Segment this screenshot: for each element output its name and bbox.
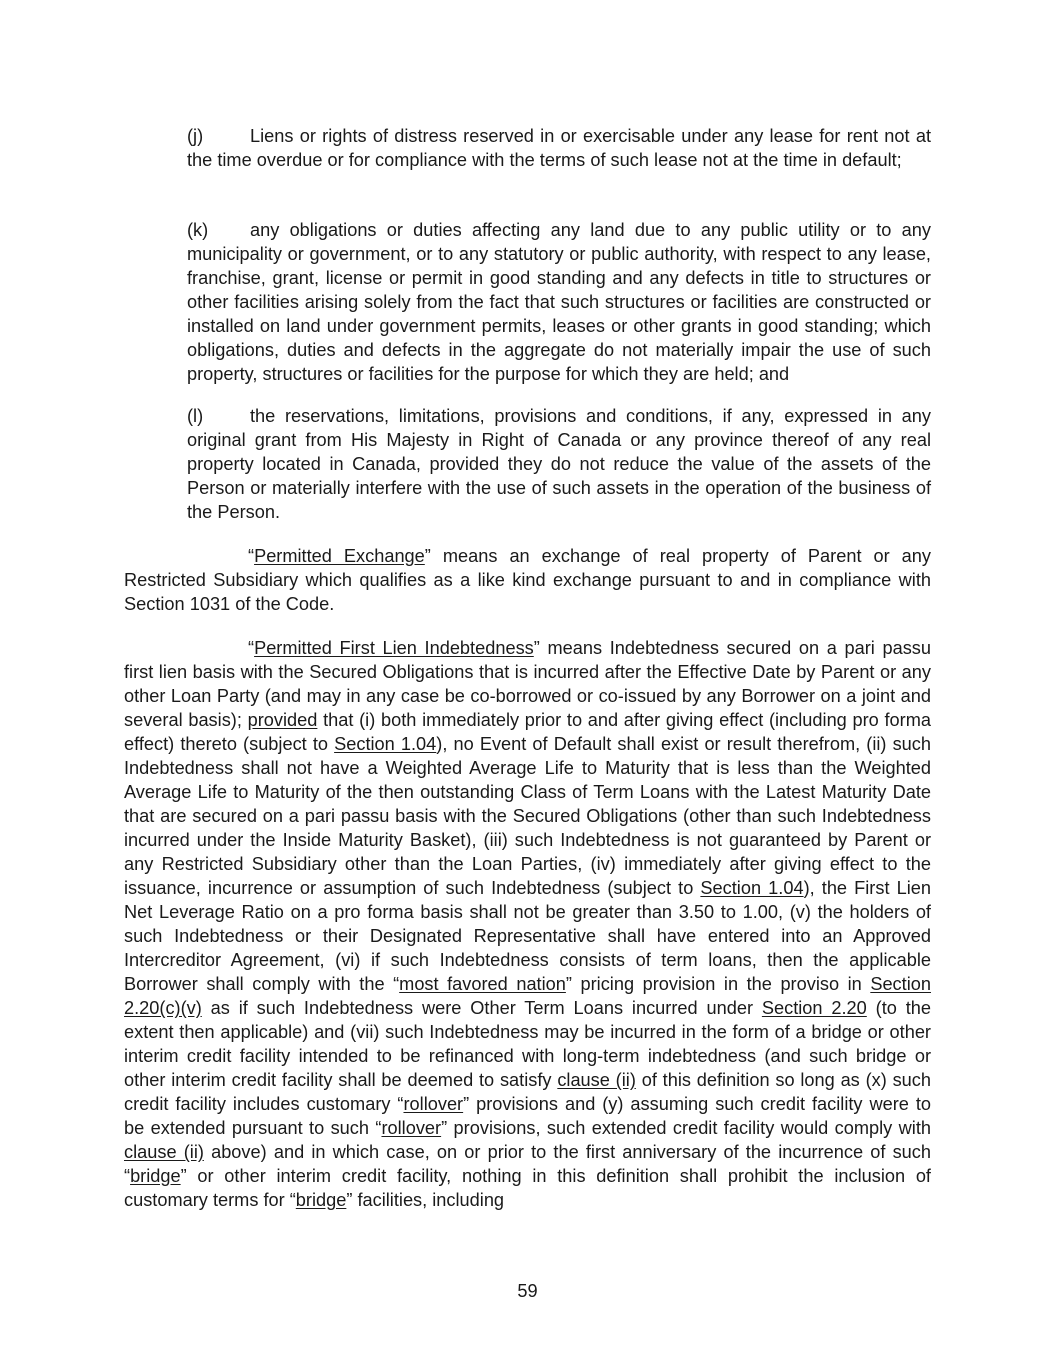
definition-text: ” provisions and (y) assuming such credit facility were to be extended pursuant to such “ — [124, 1094, 931, 1138]
definition-text: means an exchange of real property of Parent or any Restricted Subsidiary which qualifies as a like kind exchange pursuant to and in compliance with Section 1031 of the Code. — [124, 546, 931, 614]
definition-text: as if such Indebtedness were Other Term Loans incurred under — [210, 998, 754, 1018]
term-reference: rollover — [381, 1118, 442, 1138]
clause-reference: clause (ii) — [124, 1142, 204, 1162]
definition-text: ), no Event of Default shall exist or result therefrom, (ii) such Indebtedness shall not have a Weighted Average Life to Maturity that is less than the Weighted Average Life to Maturity of the then outstanding Class of Term Loans with the Latest Maturity Date that are secured on a pari passu basis with the Secured Obligations (other than such Indebtedness incurred under the Inside Maturity Basket), (iii) such Indebtedness is not guaranteed by Parent or any Restricted Subsidiary other than the Loan Parties, (iv) immediately after giving effect to the issuance, incurrence or assumption of such Indebtedness (subject to — [124, 734, 931, 898]
definition-text: means Indebtedness secured on a pari passu first lien basis with the Secured Obligations that is incurred after the Effective Date by Parent or any other Loan Party (and may in any case be co-borrowed or co-issued by any Borrower on a joint and several basis); — [124, 638, 931, 730]
clause-label: (l) — [187, 406, 204, 426]
page-number: 59 — [517, 1281, 538, 1301]
section-reference: Section 2.20(c)(v) — [124, 974, 931, 1018]
clause-k — [187, 218, 931, 386]
provided-term: provided — [247, 710, 318, 730]
term-reference: bridge — [295, 1190, 347, 1210]
definition-permitted-exchange: “Permitted Exchange” means an exchange of real property of Parent or any Restricted Subsidiary which qualifies as a like kind exchange pursuant to and in compliance with Section 1031 of the Code. — [124, 546, 931, 614]
section-reference: Section 1.04 — [700, 878, 804, 898]
defined-term: Permitted First Lien Indebtedness — [254, 638, 534, 658]
definition-text: of this definition so long as (x) such credit facility includes customary “ — [124, 1070, 932, 1114]
defined-term: Permitted Exchange — [254, 546, 425, 566]
clause-label: (k) — [187, 220, 209, 240]
definition-text: ” or other interim credit facility, nothing in this definition shall prohibit the inclusion of customary terms for “ — [124, 1166, 931, 1210]
clause-reference: clause (ii) — [557, 1070, 636, 1090]
clause-text: the reservations, limitations, provisions and conditions, if any, expressed in any original grant from His Majesty in Right of Canada or any province thereof of any real property located in Canada, provided they do not reduce the value of the assets of the Person or materially interfere with the use of such assets in the operation of the business of the Person. — [187, 406, 931, 522]
clause-label: (j) — [187, 126, 204, 146]
term-reference: rollover — [403, 1094, 464, 1114]
definition-text: ” facilities, including — [346, 1190, 505, 1210]
clause-j — [187, 124, 931, 172]
term-reference: bridge — [130, 1166, 181, 1186]
definition-permitted-first-lien-indebtedness: “Permitted First Lien Indebtedness” means Indebtedness secured on a pari passu first lien basis with the Secured Obligations that is incurred after the Effective Date by Parent or any other Loan Party (and may in any case be co-borrowed or co-issued by any Borrower on a joint and several basis); provided that (i) both immediately prior to and after giving effect (including pro forma effect) thereto (subject to Section 1.04), no Event of Default shall exist or result therefrom, (ii) such Indebtedness shall not have a Weighted Average Life to Maturity that is less than the Weighted Average Life to Maturity of the then outstanding Class of Term Loans with the Latest Maturity Date that are secured on a pari passu basis with the Secured Obligations (other than such Indebtedness incurred under the Inside Maturity Basket), (iii) such Indebtedness is not guaranteed by Parent or any Restricted Subsidiary other than the Loan Parties, (iv) immediately after giving effect to the issuance, incurrence or assumption of such Indebtedness (subject to Section 1.04), the First Lien Net Leverage Ratio on a pro forma basis shall not be greater than 3.50 to 1.00, (v) the holders of such Indebtedness or their Designated Representative shall have entered into an Approved Intercreditor Agreement, (vi) if such Indebtedness consists of term loans, then the applicable Borrower shall comply with the “most favored nation” pricing provision in the proviso in Section 2.20(c)(v) as if such Indebtedness were Other Term Loans incurred under Section 2.20 (to the extent then applicable) and (vii) such Indebtedness may be incurred in the form of a bridge or other interim credit facility intended to be refinanced with long-term indebtedness (and such bridge or other interim credit facility shall be deemed to satisfy clause (ii) of this definition so long as (x) such credit facility includes customary “rollover” provisions and (y) assuming such credit facility were to be extended pursuant to such “rollover” provisions, such extended credit facility would comply with clause (ii) above) and in which case, on or prior to the first anniversary of the incurrence of such “bridge” or other interim credit facility, nothing in this definition shall prohibit the inclusion of customary terms for “bridge” facilities, including — [124, 638, 932, 1210]
section-reference: Section 2.20 — [761, 998, 867, 1018]
definition-text: ” pricing provision in the proviso in — [565, 974, 862, 994]
clause-text: any obligations or duties affecting any land due to any public utility or to any municipality or government, or to any statutory or public authority, with respect to any lease, franchise, grant, license or permit in good standing and any defects in title to structures or other facilities arising solely from the fact that such structures or facilities are constructed or installed on land under government permits, leases or other grants in good standing; which obligations, duties and defects in the aggregate do not materially impair the use of such property, structures or facilities for the purpose for which they are held; and — [187, 220, 931, 384]
definition-text: (to the extent then applicable) and (vii) such Indebtedness may be incurred in the form of a bridge or other interim credit facility intended to be refinanced with long-term indebtedness (and such bridge or other interim credit facility shall be deemed to satisfy — [124, 998, 932, 1090]
section-reference: Section 1.04 — [334, 734, 437, 754]
definition-text: ” provisions, such extended credit facility would comply with — [441, 1118, 931, 1138]
definition-text: that (i) both immediately prior to and after giving effect (including pro forma effect) thereto (subject to — [124, 710, 931, 754]
clause-l — [187, 404, 931, 524]
term-reference: most favored nation — [399, 974, 566, 994]
definition-text: above) and in which case, on or prior to the first anniversary of the incurrence of such “ — [124, 1142, 931, 1186]
clause-text: Liens or rights of distress reserved in or exercisable under any lease for rent not at the time overdue or for compliance with the terms of such lease not at the time in default; — [187, 126, 931, 170]
definition-text: ), the First Lien Net Leverage Ratio on a pro forma basis shall not be greater than 3.50 to 1.00, (v) the holders of such Indebtedness or their Designated Representative shall have entered into an Approved Intercreditor Agreement, (vi) if such Indebtedness consists of term loans, then the applicable Borrower shall comply with the “ — [124, 878, 931, 994]
